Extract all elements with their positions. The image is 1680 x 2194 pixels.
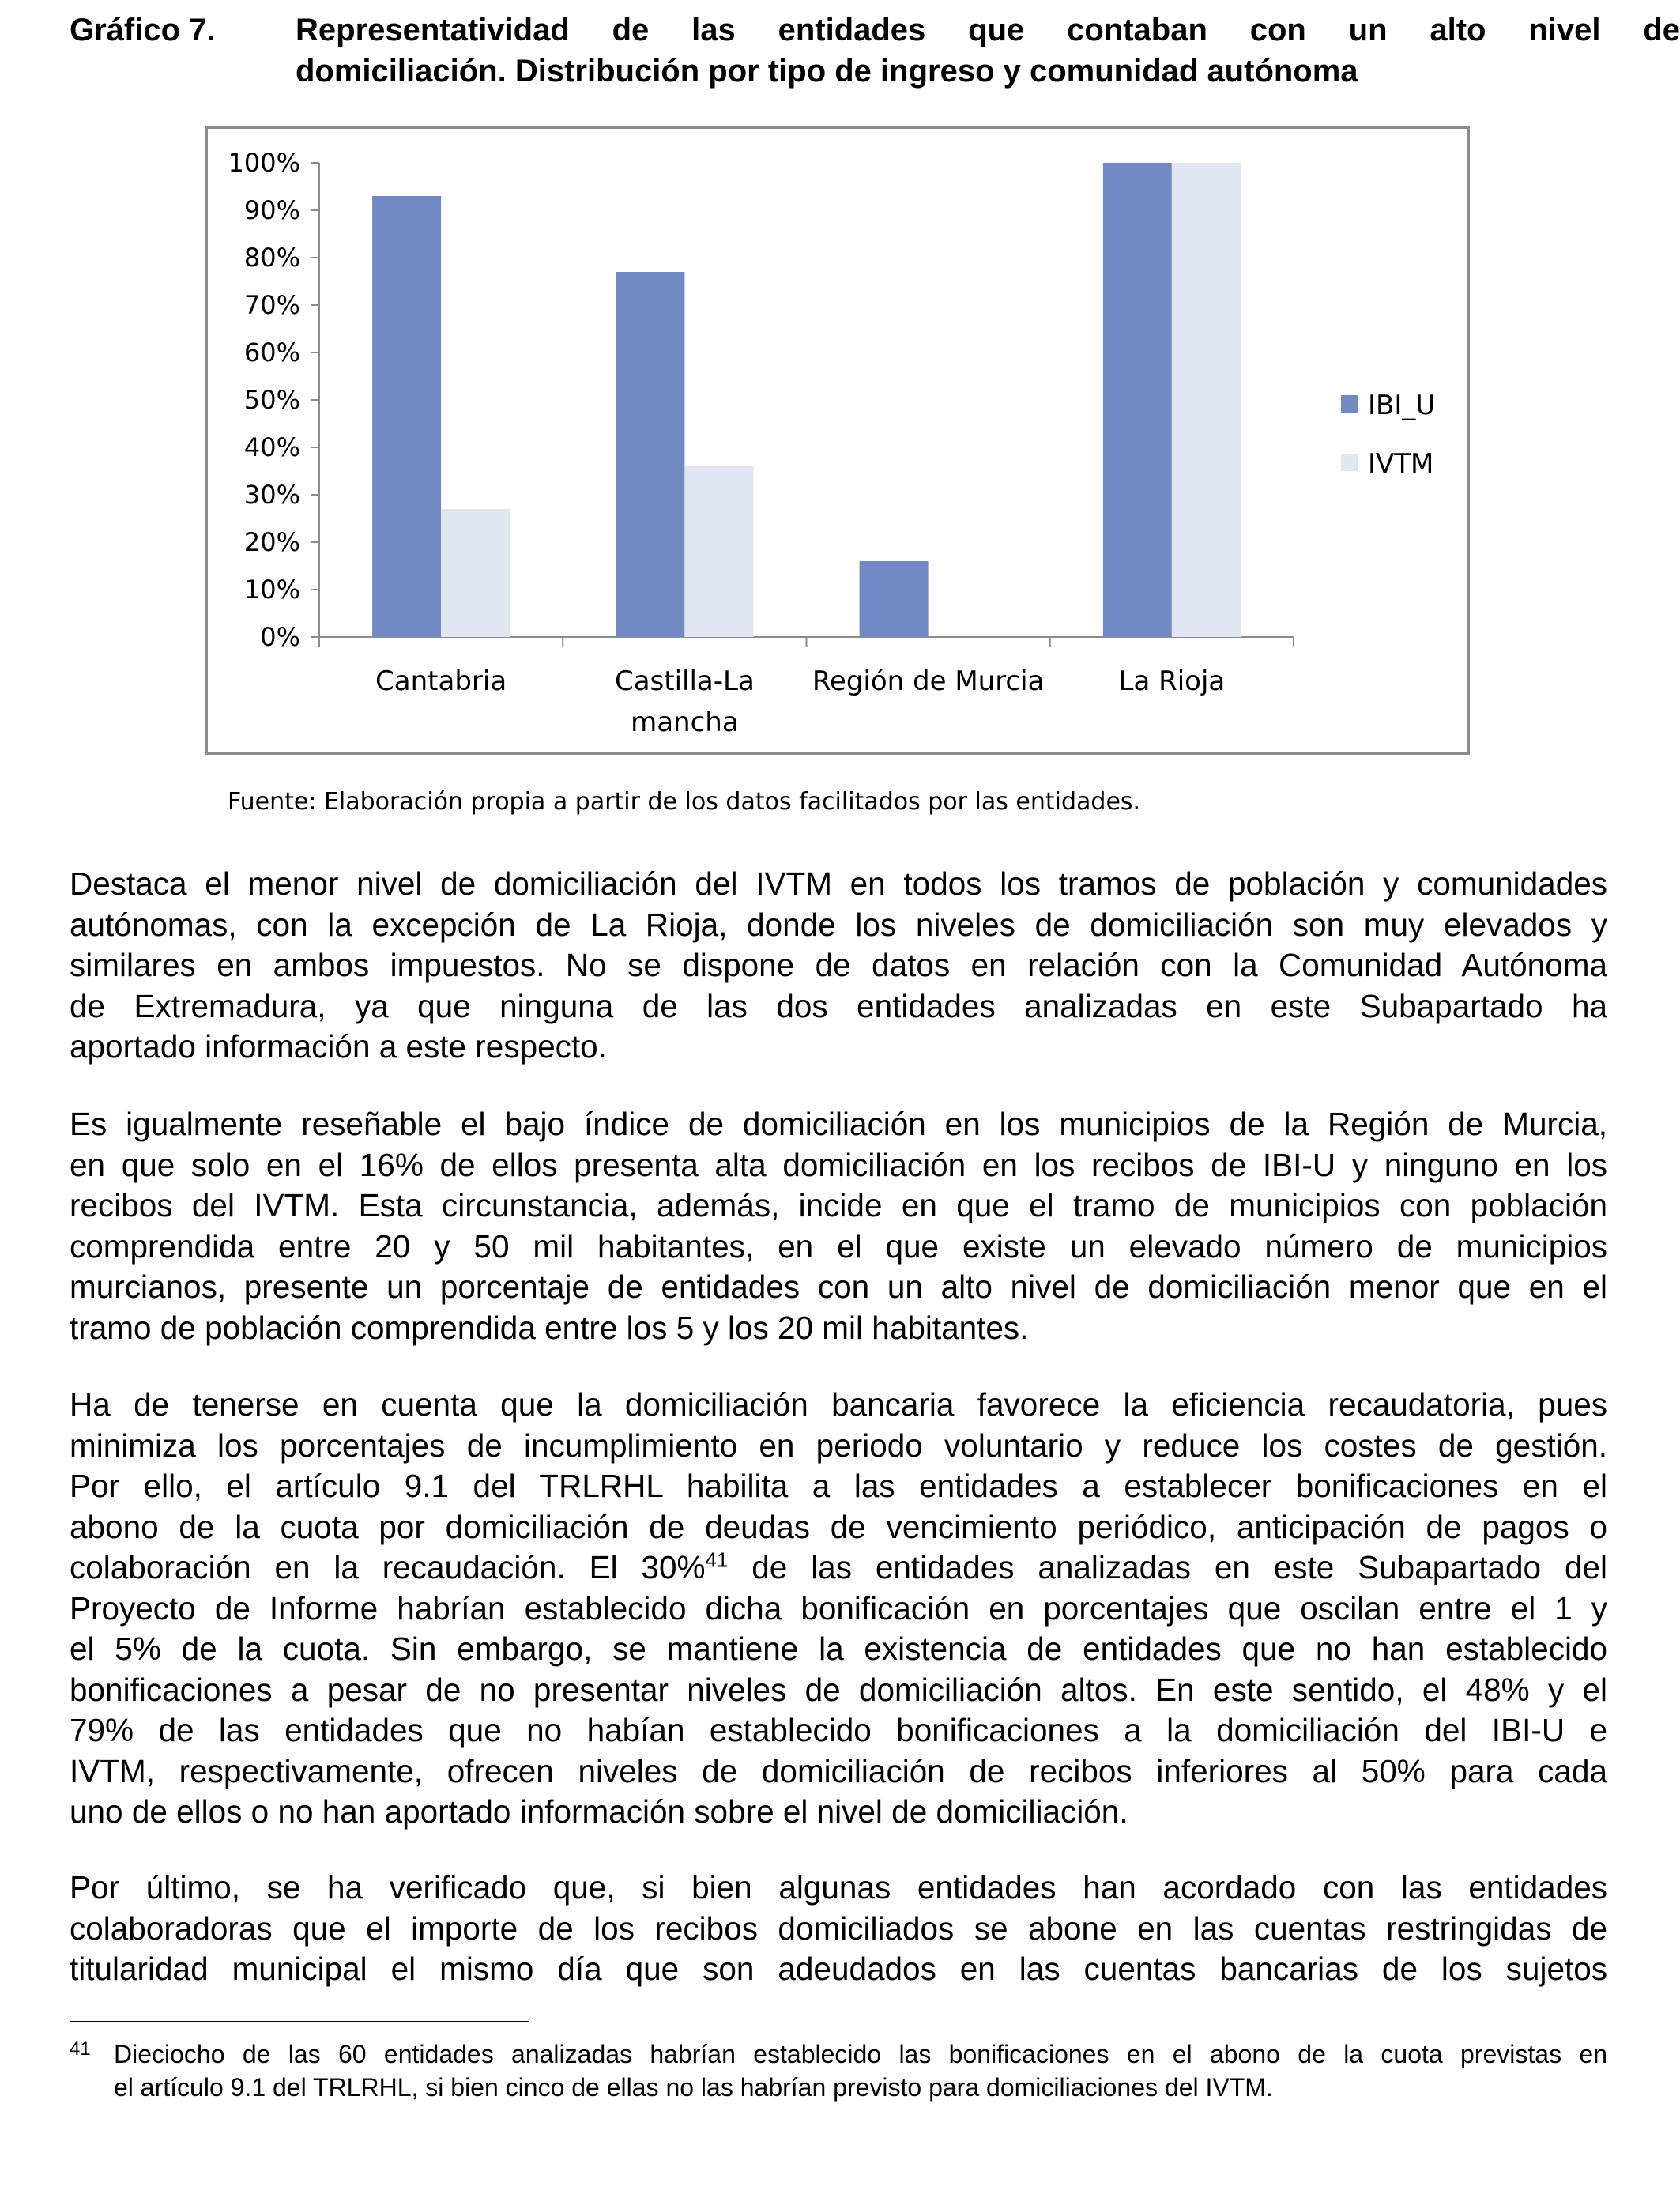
y-tick-label: 60% (243, 337, 300, 368)
paragraph-line: IVTM, respectivamente, ofrecen niveles de domiciliación de recibos inferiores al 50% para cada (70, 1752, 1607, 1789)
legend-swatch (1341, 454, 1358, 471)
paragraph-line: murcianos, presente un porcentaje de entidades con un alto nivel de domiciliación menor que en el (70, 1269, 1607, 1305)
bar-ivtm (684, 466, 753, 637)
paragraph-line: de Extremadura, ya que ninguna de las dos entidades analizadas en este Subapartado ha (70, 987, 1607, 1024)
y-tick-label: 40% (243, 432, 300, 462)
figure-title-line-1: Representatividad de las entidades que contaban con un alto nivel de (296, 13, 1680, 47)
y-tick-label: 30% (243, 480, 300, 510)
paragraph-line-tail: de las entidades analizadas en este Subapartado del (728, 1549, 1607, 1585)
paragraph-line: titularidad municipal el mismo día que son adeudados en las cuentas bancarias de los sujetos (70, 1951, 1607, 1987)
paragraph-line: colaboración en la recaudación. El 30%$^{41}$ de las entidades analizadas en este Subapartado del (70, 1547, 1607, 1585)
y-tick-label: 100% (228, 148, 300, 178)
y-tick-label: 20% (243, 527, 300, 557)
paragraph-line: Por ello, el artículo 9.1 del TRLRHL habilita a las entidades a establecer bonificaciones en el (70, 1468, 1607, 1504)
paragraph-line: Es igualmente reseñable el bajo índice de domiciliación en los municipios de la Región de Murcia, (70, 1106, 1607, 1142)
paragraph-line: el 5% de la cuota. Sin embargo, se mantiene la existencia de entidades que no han establecido (70, 1630, 1607, 1667)
x-tick-label: Región de Murcia (812, 665, 1045, 697)
paragraph-line: minimiza los porcentajes de incumplimiento en periodo voluntario y reduce los costes de gestión. (70, 1427, 1607, 1464)
paragraph-line: bonificaciones a pesar de no presentar niveles de domiciliación altos. En este sentido, el 48% y el (70, 1671, 1607, 1708)
paragraph-4 (70, 1868, 1607, 1990)
bar-ibi-u (616, 272, 684, 637)
y-tick-label: 0% (260, 622, 300, 652)
x-tick-label: mancha (631, 707, 739, 738)
bar-ibi-u (1103, 163, 1172, 637)
paragraph-line: recibos del IVTM. Esta circunstancia, además, incide en que el tramo de municipios con población (70, 1187, 1607, 1223)
y-tick-label: 90% (243, 195, 300, 225)
y-tick-label: 50% (243, 385, 300, 415)
figure-number: Gráfico 7. (70, 13, 216, 47)
paragraph-line: Destaca el menor nivel de domiciliación del IVTM en todos los tramos de población y comunidades (70, 865, 1607, 902)
footnote-line-2: el artículo 9.1 del TRLRHL, si bien cinco de ellas no las habrían previsto para domiciliaciones del IVTM. (114, 2073, 1273, 2102)
paragraph-line: uno de ellos o no han aportado información sobre el nivel de domiciliación. (70, 1793, 1128, 1830)
paragraph-line: abono de la cuota por domiciliación de deudas de vencimiento periódico, anticipación de pagos o (70, 1508, 1607, 1545)
paragraph-line: comprendida entre 20 y 50 mil habitantes, en el que existe un elevado número de municipios (70, 1227, 1607, 1265)
footnote-reference[interactable]: 41 (705, 1547, 729, 1572)
y-tick-label: 70% (243, 290, 300, 320)
chart-frame (205, 126, 1470, 755)
paragraph-line: similares en ambos impuestos. No se dispone de datos en relación con la Comunidad Autónoma (70, 947, 1607, 983)
x-tick-label: La Rioja (1118, 665, 1226, 697)
footnote-line-1: Dieciocho de las 60 entidades analizadas habrían establecido las bonificaciones en el abono de la cuota previstas en (114, 2040, 1607, 2068)
chart-source: Fuente: Elaboración propia a partir de los datos facilitados por las entidades. (228, 788, 1141, 816)
paragraph-line: en que solo en el 16% de ellos presenta alta domiciliación en los recibos de IBI-U y ninguno en los (70, 1146, 1607, 1183)
figure-title-line-2: domiciliación. Distribución por tipo de ingreso y comunidad autónoma (296, 54, 1358, 89)
legend-swatch (1341, 395, 1358, 413)
paragraph-3 (70, 1385, 1607, 1833)
paragraph-line: aportado información a este respecto. (70, 1028, 607, 1065)
bar-ibi-u (860, 561, 929, 637)
paragraph-line: Proyecto de Informe habrían establecido dicha bonificación en porcentajes que oscilan entre el 1 y (70, 1589, 1607, 1627)
bar-ibi-u (372, 196, 441, 637)
y-tick-label: 80% (243, 243, 300, 273)
legend-label: IBI_U (1368, 390, 1436, 421)
footnote-number: 41 (70, 2038, 91, 2060)
y-tick-label: 10% (243, 575, 300, 605)
paragraph-line: tramo de población comprendida entre los 5 y los 20 mil habitantes. (70, 1309, 1029, 1346)
bar-ivtm (1172, 163, 1241, 637)
x-tick-label: Cantabria (375, 665, 507, 697)
legend-label: IVTM (1368, 448, 1434, 480)
bar-chart (208, 129, 1467, 752)
x-tick-label: Castilla-La (614, 665, 755, 697)
paragraph-line: Por último, se ha verificado que, si bien algunas entidades han acordado con las entidades (70, 1869, 1607, 1906)
bar-ivtm (441, 509, 510, 637)
paragraph-line: autónomas, con la excepción de La Rioja, donde los niveles de domiciliación son muy elevados y (70, 906, 1607, 943)
paragraph-line: Ha de tenerse en cuenta que la domiciliación bancaria favorece la eficiencia recaudatoria, pues (70, 1386, 1607, 1423)
footnote-rule (70, 2021, 529, 2022)
paragraph-1 (70, 864, 1607, 1068)
paragraph-line: 79% de las entidades que no habían establecido bonificaciones a la domiciliación del IBI-U e (70, 1712, 1607, 1748)
paragraph-line: colaboradoras que el importe de los recibos domiciliados se abone en las cuentas restringidas de (70, 1909, 1607, 1947)
paragraph-2 (70, 1104, 1607, 1348)
